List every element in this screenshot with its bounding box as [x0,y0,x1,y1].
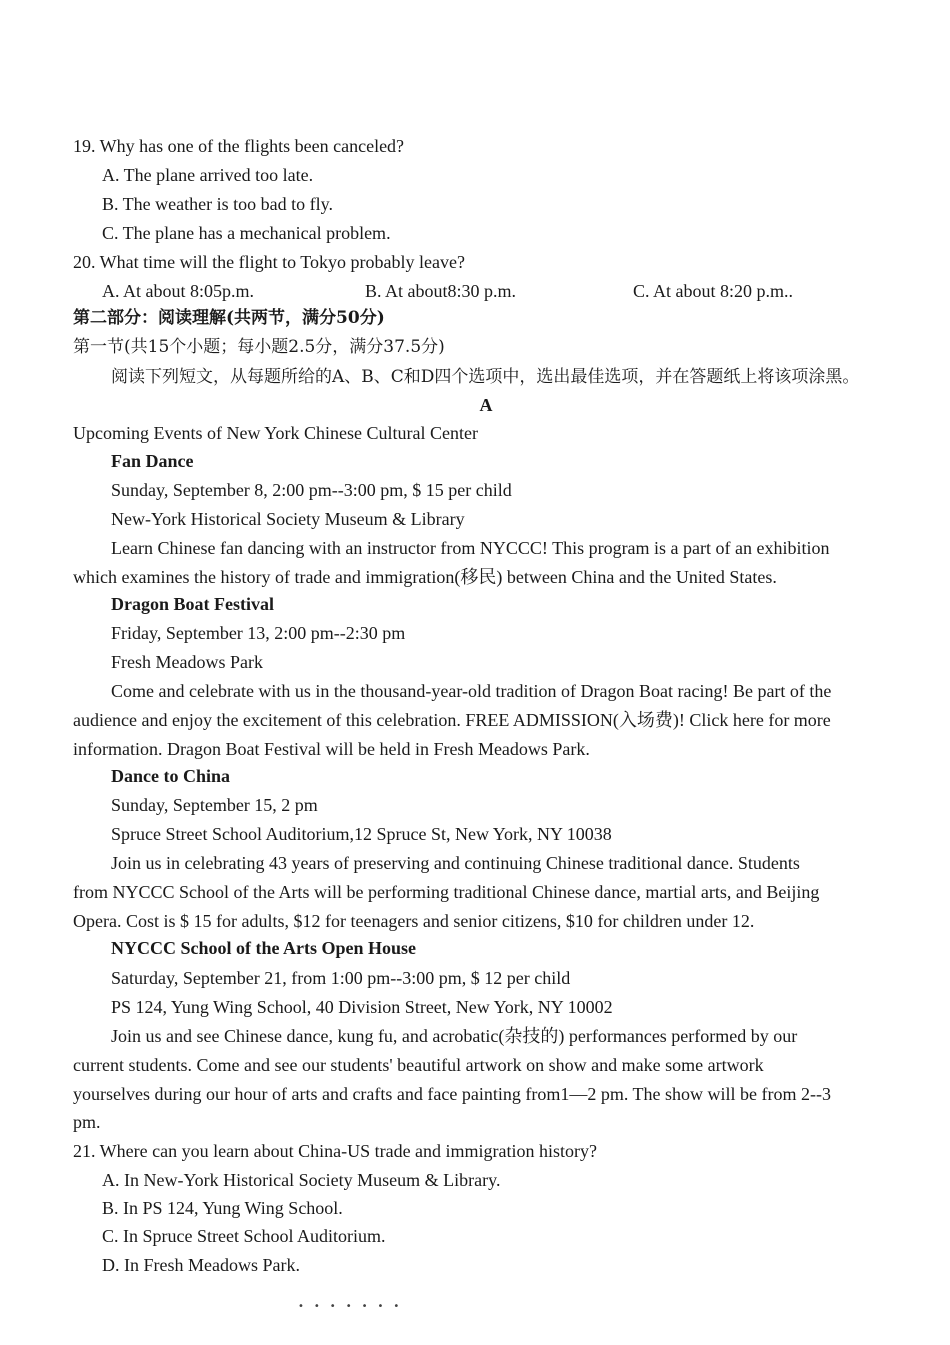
event-desc: information. Dragon Boat Festival will be held in Fresh Meadows Park. [73,739,590,759]
event-desc: yourselves during our hour of arts and crafts and face painting from1—2 pm. The show will be from 2--3 [73,1084,831,1104]
event-place: Spruce Street School Auditorium,12 Spruce St, New York, NY 10038 [111,824,612,844]
q20-question: 20. What time will the flight to Tokyo probably leave? [73,252,465,272]
q19-option-a: A. The plane arrived too late. [102,165,314,185]
event-name: Dragon Boat Festival [111,594,274,614]
event-desc: Learn Chinese fan dancing with an instructor from NYCCC! This program is a part of an exhibition [111,538,830,558]
q21-option-d: D. In Fresh Meadows Park. [102,1255,300,1275]
event-desc: Opera. Cost is $ 15 for adults, $12 for teenagers and senior citizens, $10 for children under 12. [73,911,755,931]
event-desc: Join us and see Chinese dance, kung fu, and acrobatic(杂技的) performances performed by our [111,1026,798,1046]
event-time: Sunday, September 15, 2 pm [111,795,318,815]
event-name: NYCCC School of the Arts Open House [111,938,417,958]
q19-option-b: B. The weather is too bad to fly. [102,194,333,214]
part2-heading: 第二部分：阅读理解(共两节，满分50分) [73,308,385,328]
q20-option-b: B. At about8:30 p.m. [365,281,517,301]
q21-question: 21. Where can you learn about China-US trade and immigration history? [73,1141,598,1161]
event-desc: Join us in celebrating 43 years of preserving and continuing Chinese traditional dance. Students [111,853,800,873]
q21-option-b: B. In PS 124, Yung Wing School. [102,1198,343,1218]
event-desc: which examines the history of trade and immigration(移民) between China and the United States. [73,567,777,587]
event-name: Fan Dance [111,451,194,471]
passage-letter: A [479,395,493,415]
section1-heading: 第一节(共15个小题；每小题2.5分，满分37.5分) [73,337,445,357]
event-time: Sunday, September 8, 2:00 pm--3:00 pm, $ 15 per child [111,480,512,500]
q20-option-a: A. At about 8:05p.m. [102,281,254,301]
event-time: Friday, September 13, 2:00 pm--2:30 pm [111,623,406,643]
event-desc: current students. Come and see our students' beautiful artwork on show and make some artwork [73,1055,764,1075]
event-name: Dance to China [111,766,231,786]
passage-title: Upcoming Events of New York Chinese Cultural Center [73,423,478,443]
event-desc: from NYCCC School of the Arts will be performing traditional Chinese dance, martial arts, and Beijing [73,882,820,902]
q20-option-c: C. At about 8:20 p.m.. [633,281,794,301]
q21-option-c: C. In Spruce Street School Auditorium. [102,1226,386,1246]
event-desc: Come and celebrate with us in the thousand-year-old tradition of Dragon Boat racing! Be part of the [111,681,832,701]
q19-option-c: C. The plane has a mechanical problem. [102,223,391,243]
event-desc: pm. [73,1112,101,1132]
event-time: Saturday, September 21, from 1:00 pm--3:00 pm, $ 12 per child [111,968,571,988]
footer-dots: ••••••• [298,1301,410,1312]
event-place: New-York Historical Society Museum & Library [111,509,465,529]
event-desc: audience and enjoy the excitement of this celebration. FREE ADMISSION(入场费)! Click here for more [73,710,831,730]
event-place: Fresh Meadows Park [111,652,263,672]
q21-option-a: A. In New-York Historical Society Museum & Library. [102,1170,501,1190]
q19-question: 19. Why has one of the flights been canceled? [73,136,405,156]
event-place: PS 124, Yung Wing School, 40 Division Street, New York, NY 10002 [111,997,613,1017]
reading-instruction: 阅读下列短文，从每题所给的A、B、C和D四个选项中，选出最佳选项，并在答题纸上将该项涂黑。 [111,367,860,387]
q20-options [102,279,908,303]
